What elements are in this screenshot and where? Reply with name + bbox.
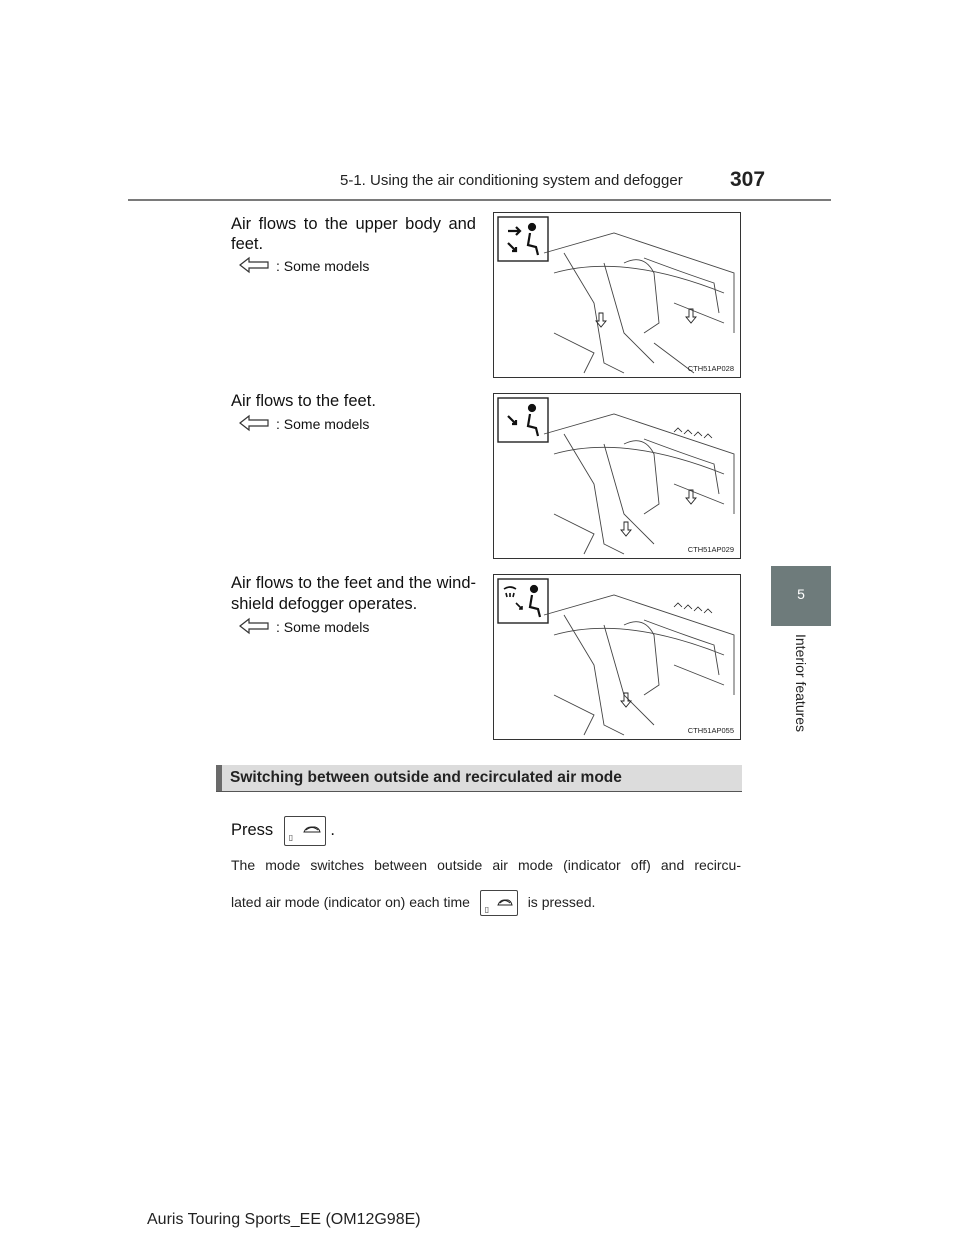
section-title: Switching between outside and recirculated air mode [230, 769, 622, 786]
figure-label: CTH51AP055 [687, 726, 734, 735]
chapter-tab [771, 566, 831, 626]
chapter-number: 5 [797, 586, 805, 602]
note-text: : Some models [276, 619, 370, 635]
press-text: Press [231, 821, 274, 839]
mode-2-description: Air flows to the feet. [231, 392, 376, 410]
feet-mode-icon [498, 398, 548, 442]
press-period: . [330, 821, 335, 839]
note-text: : Some models [276, 416, 370, 432]
recirculation-button-icon [480, 890, 518, 916]
mode-3-description-line2: shield defogger operates. [231, 595, 418, 613]
upper-body-feet-mode-icon [498, 217, 548, 261]
car-interior-illustration [494, 394, 740, 558]
mode-1-figure [493, 212, 741, 378]
recirculation-icon [303, 825, 321, 835]
mode-1-description-line2: feet. [231, 235, 264, 253]
airflow-arrow-icon [239, 414, 269, 432]
indicator-icon: ▯ [288, 832, 294, 842]
header-divider [128, 199, 831, 201]
mode-note-line2 [231, 888, 595, 916]
note-line2-start: lated air mode (indicator on) each time [231, 894, 470, 910]
section-accent [216, 765, 222, 791]
mode-2-figure [493, 393, 741, 559]
section-heading: 5-1. Using the air conditioning system and defogger [340, 172, 683, 189]
footer-manual-title: Auris Touring Sports_EE (OM12G98E) [147, 1211, 421, 1228]
note-line2-end: is pressed. [527, 894, 596, 910]
mode-3-description-line1: Air flows to the feet and the wind- [231, 574, 476, 592]
recirculation-button-icon [284, 816, 326, 846]
section-heading-bar [216, 765, 742, 792]
chapter-label-tab [771, 630, 831, 735]
note-text: : Some models [276, 258, 370, 274]
page-number: 307 [730, 168, 766, 191]
mode-note-line1: The mode switches between outside air mode (indicator off) and recircu- [231, 857, 741, 873]
airflow-arrow-icon [239, 617, 269, 635]
recirculation-icon [497, 898, 513, 907]
car-interior-illustration [494, 575, 740, 739]
figure-label: CTH51AP029 [687, 545, 734, 554]
car-interior-illustration [494, 213, 740, 377]
press-instruction [231, 814, 335, 846]
figure-label: CTH51AP028 [687, 364, 734, 373]
mode-3-figure [493, 574, 741, 740]
indicator-icon: ▯ [484, 905, 490, 915]
mode-1-description-line1: Air flows to the upper body and [231, 215, 476, 233]
airflow-arrow-icon [239, 256, 269, 274]
chapter-label: Interior features [793, 634, 809, 733]
